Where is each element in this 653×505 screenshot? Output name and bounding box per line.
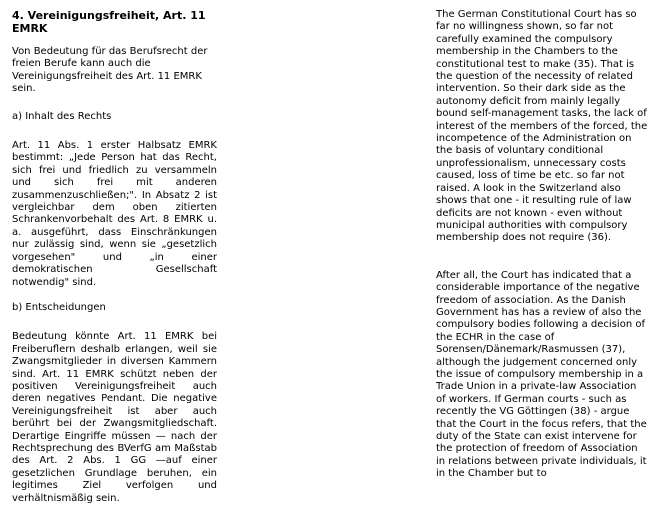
subheading-decisions: b) Entscheidungen xyxy=(12,301,106,313)
intro-paragraph: Von Bedeutung für das Berufsrecht der freien Berufe kann auch die Vereinigungsfreiheit des Art. 11 EMRK sein. xyxy=(12,46,208,95)
paragraph-content-of-right: Art. 11 Abs. 1 erster Halbsatz EMRK bestimmt: „Jede Person hat das Recht, sich frei und friedlich zu versammeln und sich frei mit anderen zusammenzuschließen;". In Absatz 2 ist vergleichbar dem oben zitierten Schrankenvorbehalt des Art. 8 EMRK u. a. ausgeführt, dass Einschränkungen nur zulässig sind, wenn sie „gesetzlich vorgesehen" und „in einer demokratischen Gesellschaft notwendig" sind. xyxy=(12,140,217,288)
subheading-content-of-right: a) Inhalt des Rechts xyxy=(12,110,112,122)
english-paragraph-1: The German Constitutional Court has so far no willingness shown, so far not carefully examined the compulsory membership in the Chambers to the constitutional test to make (35). That is the question of the necessity of related intervention. So their dark side as the autonomy deficit from mainly legally bound self-management tasks, the lack of interest of the members of the forced, the incompetence of the Administration on the basis of voluntary conditional unprofessionalism, unnecessary costs caused, loss of time be etc. so far not raised. A look in the Switzerland also shows that one - it resulting rule of law deficits are not known - even without municipal authorities with compulsory membership does not require (36). xyxy=(436,9,648,244)
english-paragraph-2: After all, the Court has indicated that a considerable importance of the negative freedom of association. As the Danish Government has has a review of also the compulsory bodies following a decision of the ECHR in the case of Sorensen/Dänemark/Rasmussen (37), although the judgement concerned only the issue of compulsory membership in a Trade Union in a private-law Association of workers. If German courts - such as recently the VG Göttingen (38) - argue that the Court in the focus refers, that the duty of the State can exist intervene for the protection of freedom of Association in relations between private individuals, it in the Chamber but to xyxy=(436,269,647,480)
paragraph-decisions: Bedeutung könnte Art. 11 EMRK bei Freiberuflern deshalb erlangen, weil sie Zwangsmitglieder in diversen Kammern sind. Art. 11 EMRK schützt neben der positiven Vereinigungsfreiheit auch deren negatives Pendant. Die negative Vereinigungsfreiheit ist aber auch berührt bei der Zwangsmitgliedschaft. Derartige Eingriffe müssen — nach der Rechtsprechung des BVerfG am Maßstab des Art. 2 Abs. 1 GG —auf einer gesetzlichen Grundlage beruhen, ein legitimes Ziel verfolgen und verhältnismäßig sein. xyxy=(12,331,217,504)
german-column xyxy=(12,9,217,505)
section-heading: 4. Vereinigungsfreiheit, Art. 11 EMRK xyxy=(12,9,206,35)
english-column xyxy=(436,9,648,481)
